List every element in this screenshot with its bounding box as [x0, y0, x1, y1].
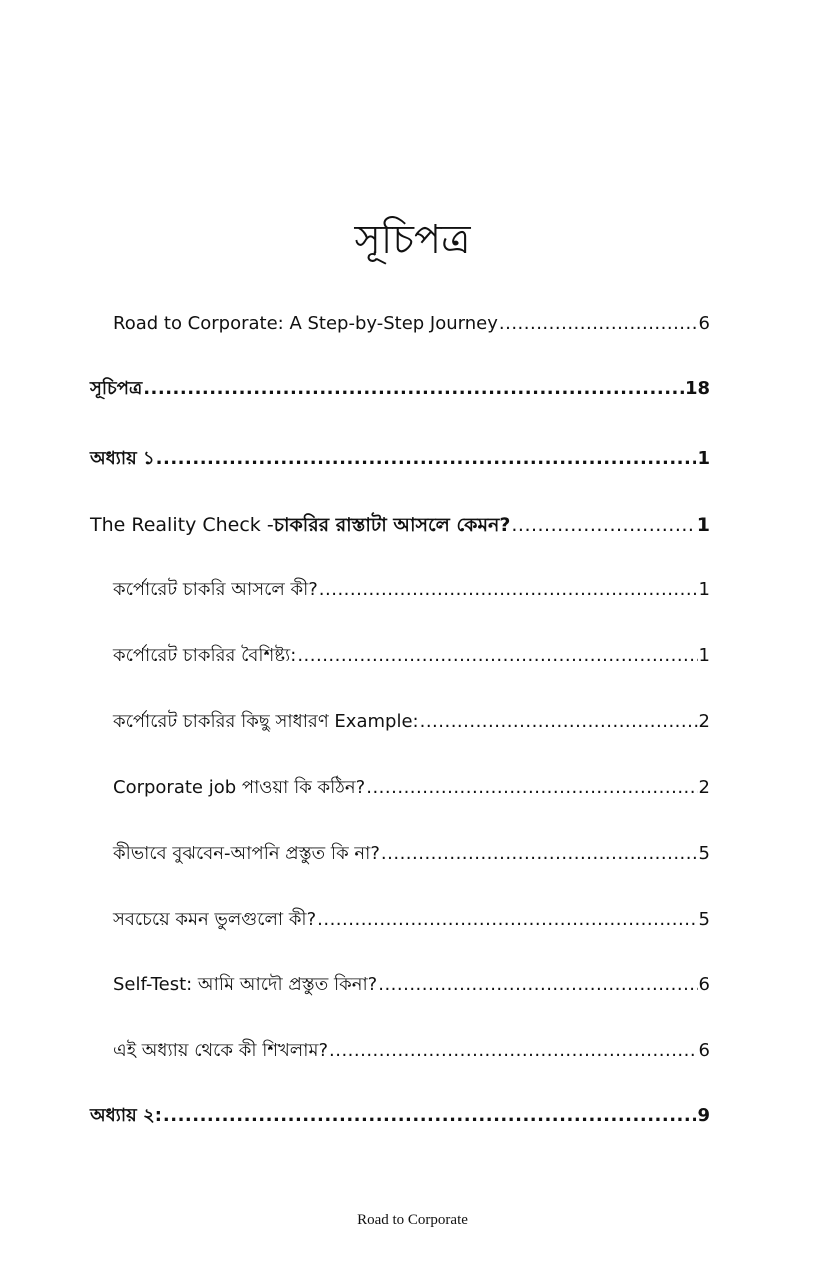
toc-entry-text: এই অধ্যায় থেকে কী শিখলাম?	[113, 1040, 328, 1061]
toc-entry-chapter-learnings[interactable]	[113, 1036, 710, 1066]
toc-page-number: 5	[698, 843, 710, 864]
toc-entry-text: অধ্যায় ২:	[90, 1105, 162, 1126]
toc-entry-text: Corporate job পাওয়া কি কঠিন?	[113, 777, 366, 798]
toc-entry-text: কর্পোরেট চাকরি আসলে কী?	[113, 579, 318, 600]
dot-leader	[156, 444, 697, 474]
toc-entry-chapter-2[interactable]	[90, 1101, 710, 1131]
toc-entry-text-prefix: The Reality Check -	[90, 514, 274, 536]
dot-leader	[366, 773, 697, 803]
dot-leader	[297, 641, 697, 671]
toc-page-number: 1	[698, 645, 710, 666]
toc-page-number: 1	[696, 514, 710, 536]
toc-entry-text: কর্পোরেট চাকরির কিছু সাধারণ Example:	[113, 711, 419, 732]
dot-leader	[329, 1036, 698, 1066]
toc-entry-text: Road to Corporate: A Step-by-Step Journey	[113, 313, 498, 334]
toc-entry-reality-check[interactable]	[90, 510, 710, 540]
dot-leader	[319, 575, 698, 605]
page-footer: Road to Corporate	[357, 1212, 468, 1228]
toc-entry-text: অধ্যায় ১	[90, 448, 155, 469]
toc-entry-what-is-corporate-job[interactable]	[113, 575, 710, 605]
toc-entry-text: সবচেয়ে কমন ভুলগুলো কী?	[113, 909, 317, 930]
toc-page-number: 1	[697, 448, 710, 469]
dot-leader	[381, 839, 698, 869]
toc-entry-chapter-1[interactable]	[90, 444, 710, 474]
toc-page-number: 2	[698, 711, 710, 732]
toc-entry-text-main: চাকরির রাস্তাটা আসলে কেমন?	[273, 514, 511, 536]
toc-entry-how-to-know-ready[interactable]	[113, 839, 710, 869]
toc-entry-self-test[interactable]	[113, 970, 710, 1000]
dot-leader	[317, 905, 697, 935]
toc-entry-text: Self-Test: আমি আদৌ প্রস্তুত কিনা?	[113, 974, 378, 995]
toc-page-number: 9	[697, 1105, 710, 1126]
toc-entry-text: সূচিপত্র	[90, 378, 143, 399]
dot-leader	[499, 309, 698, 339]
toc-page-number: 1	[698, 579, 710, 600]
toc-page-number: 18	[684, 378, 710, 399]
toc-page-number: 2	[698, 777, 710, 798]
dot-leader	[511, 510, 695, 540]
toc-page-number: 6	[698, 974, 710, 995]
toc-page-number: 6	[698, 1040, 710, 1061]
toc-entry-corporate-job-features[interactable]	[113, 641, 710, 671]
dot-leader	[378, 970, 697, 1000]
toc-entry-text: কীভাবে বুঝবেন-আপনি প্রস্তুত কি না?	[113, 843, 380, 864]
toc-entry-text: কর্পোরেট চাকরির বৈশিষ্ট্য:	[113, 645, 297, 666]
dot-leader	[143, 374, 684, 404]
toc-entry-is-corporate-job-hard[interactable]	[113, 773, 710, 803]
dot-leader	[163, 1101, 697, 1131]
toc-entry-road-to-corporate[interactable]	[113, 309, 710, 339]
toc-page-number: 5	[698, 909, 710, 930]
toc-entry-common-mistakes[interactable]	[113, 905, 710, 935]
toc-entry-suchipatra[interactable]	[90, 374, 710, 404]
dot-leader	[420, 707, 698, 737]
toc-page-number: 6	[698, 313, 710, 334]
page-title: সূচিপত্র	[354, 217, 471, 263]
toc-entry-corporate-job-examples[interactable]	[113, 707, 710, 737]
toc-entry-text	[90, 510, 510, 540]
